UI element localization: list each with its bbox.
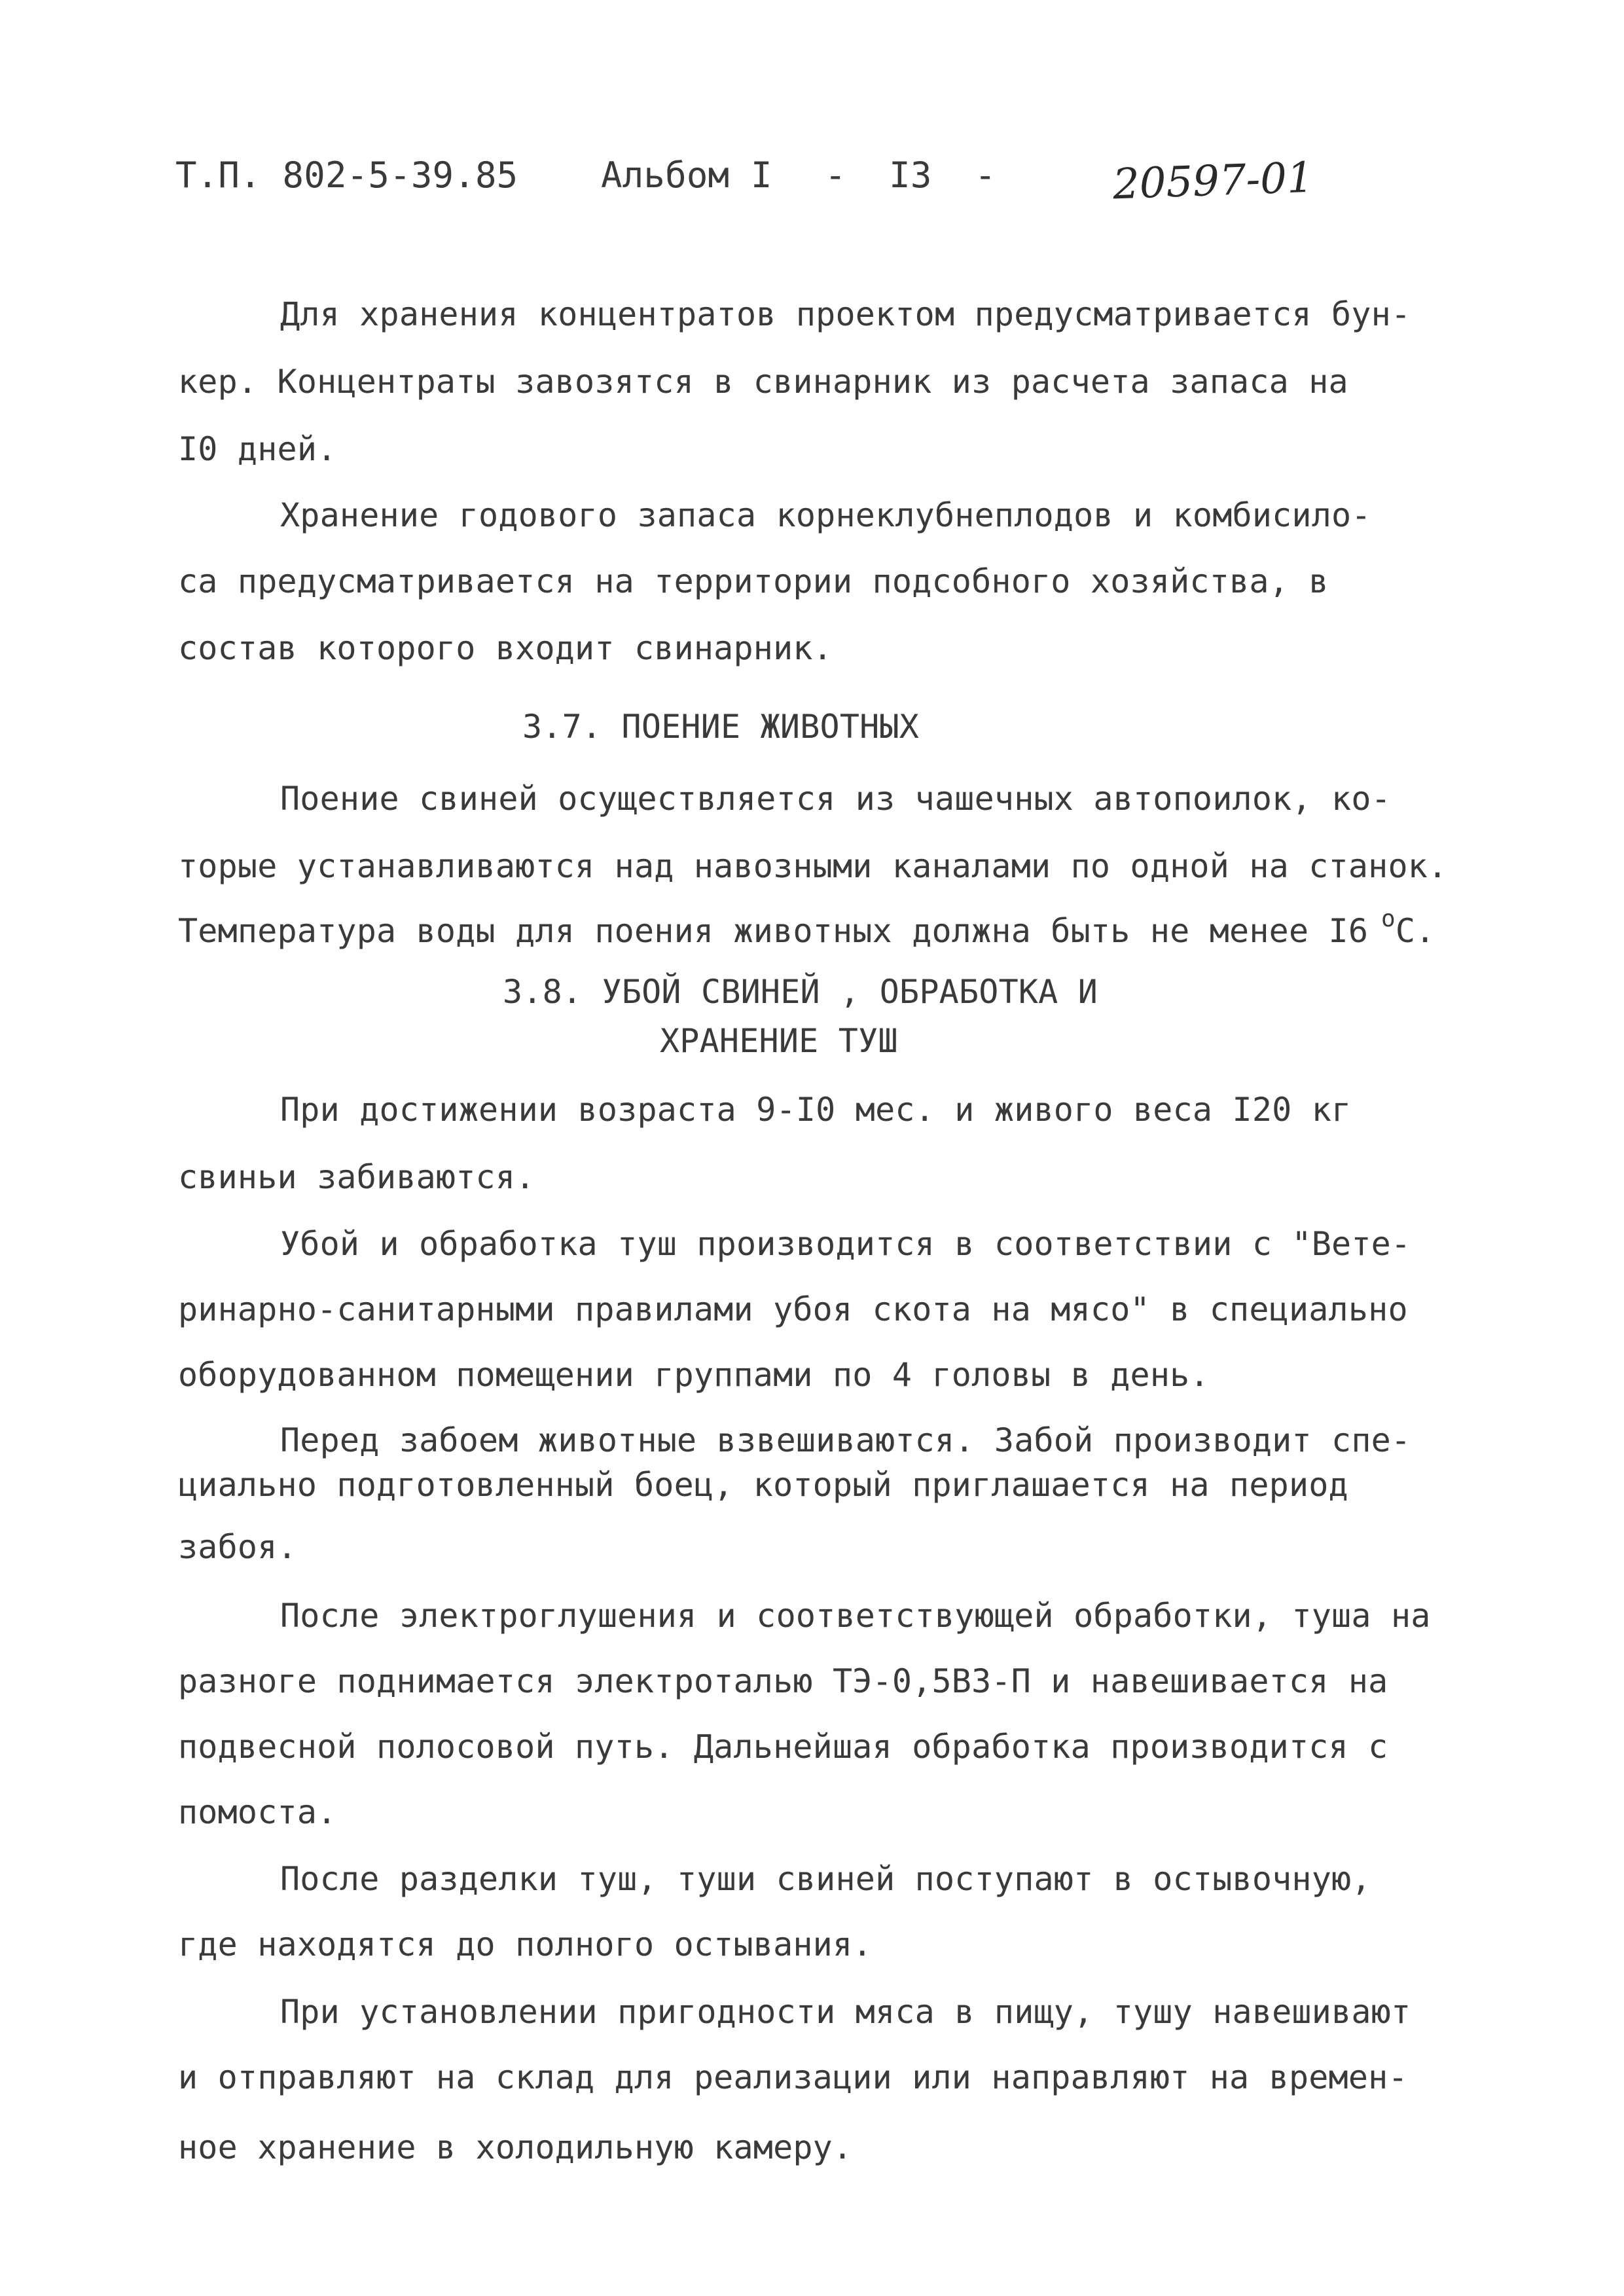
text-line: I0 дней.	[178, 430, 337, 468]
text-line: ное хранение в холодильную камеру.	[178, 2128, 853, 2166]
text-line: При установлении пригодности мяса в пищу, тушу навешивают	[280, 1993, 1411, 2031]
text-line: са предусматривается на территории подсобного хозяйства, в	[178, 562, 1329, 600]
section-heading-3-8: 3.8. УБОЙ СВИНЕЙ , ОБРАБОТКА И	[503, 973, 1098, 1011]
text-line: где находятся до полного остывания.	[178, 1925, 873, 1963]
temperature-unit: $^о$С.	[1381, 905, 1435, 950]
text-line: После разделки туш, туши свиней поступают в остывочную,	[280, 1860, 1371, 1898]
text-line: подвесной полосовой путь. Дальнейшая обработка производится с	[178, 1728, 1388, 1766]
text-line: свиньи забиваются.	[178, 1158, 535, 1196]
text-line: забоя.	[178, 1528, 297, 1566]
text-line: и отправляют на склад для реализации или направляют на времен-	[178, 2058, 1408, 2096]
text-line: Температура воды для поения животных должна быть не менее I6	[178, 912, 1369, 950]
text-line: помоста.	[178, 1793, 337, 1831]
text-line: Для хранения концентратов проектом предусматривается бун-	[280, 295, 1411, 333]
text-line: оборудованном помещении группами по 4 головы в день.	[178, 1356, 1210, 1394]
text-line: ринарно-санитарными правилами убоя скота на мясо" в специально	[178, 1290, 1408, 1328]
text-line: Поение свиней осуществляется из чашечных автопоилок, ко-	[280, 780, 1391, 818]
text-line: После электроглушения и соответствующей обработки, туша на	[280, 1597, 1431, 1635]
text-line: торые устанавливаются над навозными каналами по одной на станок.	[178, 847, 1448, 885]
text-line: Перед забоем животные взвешиваются. Забой производит спе-	[280, 1421, 1411, 1459]
section-heading-3-8-cont: ХРАНЕНИЕ ТУШ	[660, 1022, 898, 1060]
handwritten-number: 20597-01	[1111, 153, 1314, 210]
text-line: Убой и обработка туш производится в соответствии с "Вете-	[280, 1225, 1411, 1263]
text-line: циально подготовленный боец, который приглашается на период	[178, 1466, 1348, 1504]
text-line: При достижении возраста 9-I0 мес. и живого веса I20 кг	[280, 1091, 1352, 1129]
doc-code: Т.П. 802-5-39.85	[175, 155, 518, 196]
section-heading-3-7: 3.7. ПОЕНИЕ ЖИВОТНЫХ	[522, 708, 920, 746]
text-line: состав которого входит свинарник.	[178, 629, 833, 667]
text-line: Хранение годового запаса корнеклубнеплодов и комбисило-	[280, 496, 1371, 534]
text-line: разноге поднимается электроталью ТЭ-0,5В3-П и навешивается на	[178, 1662, 1388, 1700]
album-label: Альбом I	[601, 155, 772, 196]
page-number: - I3 -	[825, 155, 996, 196]
text-line: кер. Концентраты завозятся в свинарник из расчета запаса на	[178, 363, 1348, 401]
